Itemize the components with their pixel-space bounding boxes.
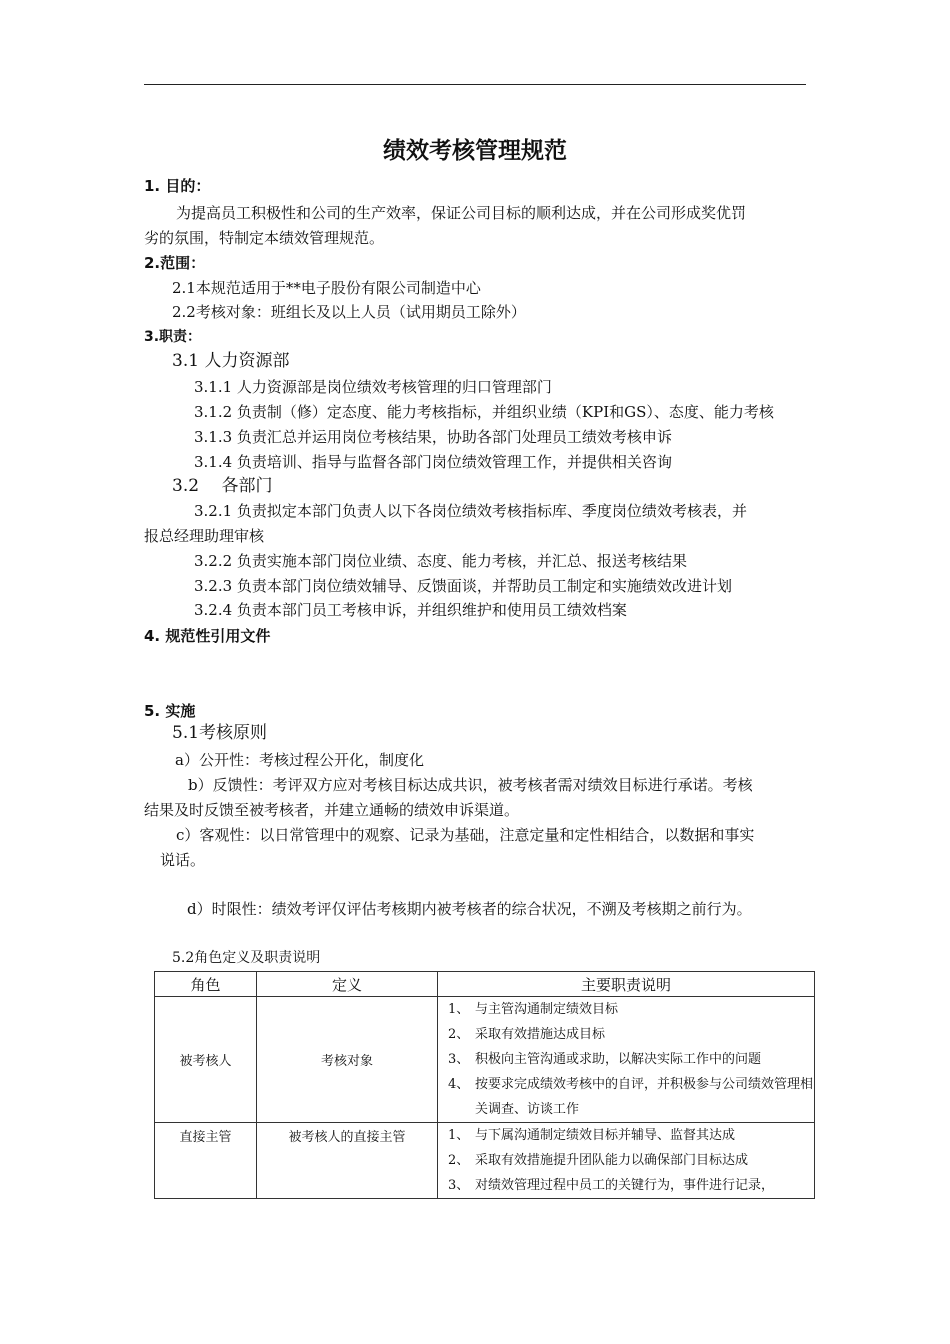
principle-c-line-2: 说话。 bbox=[160, 851, 206, 869]
principle-b-line-1: b）反馈性：考评双方应对考核目标达成共识，被考核者需对绩效目标进行承诺。考核 bbox=[188, 776, 753, 794]
duty-3-1-2: 3.1.2 负责制（修）定态度、能力考核指标，并组织业绩（KPI和GS）、态度、能力考核 bbox=[194, 403, 774, 421]
principle-d: d）时限性：绩效考评仅评估考核期内被考核者的综合状况，不溯及考核期之前行为。 bbox=[187, 900, 752, 918]
duties-cell bbox=[438, 1123, 815, 1199]
definition-cell: 被考核人的直接主管 bbox=[257, 1123, 438, 1199]
definition-cell: 考核对象 bbox=[257, 997, 438, 1123]
duty-number: 2、 bbox=[448, 1027, 470, 1042]
duty-text: 与主管沟通制定绩效目标 bbox=[475, 1002, 619, 1017]
subsection-3-2: 3.2 各部门 bbox=[172, 476, 273, 496]
duty-number: 3、 bbox=[448, 1178, 470, 1193]
subsection-5-1: 5.1考核原则 bbox=[172, 723, 268, 743]
duty-item bbox=[438, 1173, 814, 1198]
duty-number: 1、 bbox=[448, 1002, 470, 1017]
duty-item bbox=[438, 997, 814, 1022]
purpose-paragraph-line-1: 为提高员工积极性和公司的生产效率，保证公司目标的顺利达成，并在公司形成奖优罚 bbox=[176, 204, 747, 222]
scope-item-2-1: 2.1本规范适用于**电子股份有限公司制造中心 bbox=[172, 279, 481, 297]
duty-number: 1、 bbox=[448, 1128, 470, 1143]
section-3-heading: 3.职责： bbox=[144, 329, 202, 345]
duty-text: 对绩效管理过程中员工的关键行为，事件进行记录， bbox=[475, 1178, 775, 1193]
subsection-3-1: 3.1 人力资源部 bbox=[172, 351, 290, 371]
duty-3-1-1: 3.1.1 人力资源部是岗位绩效考核管理的归口管理部门 bbox=[194, 378, 552, 396]
header-definition: 定义 bbox=[257, 972, 438, 997]
duty-item bbox=[438, 1148, 814, 1173]
duty-text: 与下属沟通制定绩效目标并辅导、监督其达成 bbox=[475, 1128, 736, 1143]
duty-text: 按要求完成绩效考核中的自评，并积极参与公司绩效管理相关调查、访谈工作 bbox=[475, 1077, 814, 1117]
duty-item bbox=[438, 1047, 814, 1072]
duty-item bbox=[438, 1022, 814, 1047]
duty-number: 3、 bbox=[448, 1052, 470, 1067]
duty-3-1-4: 3.1.4 负责培训、指导与监督各部门岗位绩效管理工作，并提供相关咨询 bbox=[194, 453, 672, 471]
header-duties: 主要职责说明 bbox=[438, 972, 815, 997]
duty-3-2-4: 3.2.4 负责本部门员工考核申诉，并组织维护和使用员工绩效档案 bbox=[194, 601, 627, 619]
duty-number: 4、 bbox=[448, 1077, 470, 1092]
duty-text: 积极向主管沟通或求助，以解决实际工作中的问题 bbox=[475, 1052, 762, 1067]
table-header-row bbox=[155, 972, 815, 997]
duty-3-2-2: 3.2.2 负责实施本部门岗位业绩、态度、能力考核，并汇总、报送考核结果 bbox=[194, 552, 687, 570]
purpose-paragraph-line-2: 劣的氛围，特制定本绩效管理规范。 bbox=[144, 229, 385, 247]
duty-3-1-3: 3.1.3 负责汇总并运用岗位考核结果，协助各部门处理员工绩效考核申诉 bbox=[194, 428, 672, 446]
principle-a: a）公开性：考核过程公开化，制度化 bbox=[175, 751, 424, 769]
section-5-heading: 5. 实施 bbox=[144, 702, 196, 720]
role-cell: 被考核人 bbox=[155, 997, 257, 1123]
section-1-heading: 1. 目的： bbox=[144, 177, 211, 195]
duty-3-2-3: 3.2.3 负责本部门岗位绩效辅导、反馈面谈，并帮助员工制定和实施绩效改进计划 bbox=[194, 577, 732, 595]
duty-3-2-1-line-2: 报总经理助理审核 bbox=[144, 527, 265, 545]
principle-c-line-1: c）客观性：以日常管理中的观察、记录为基础，注意定量和定性相结合，以数据和事实 bbox=[176, 826, 755, 844]
role-cell: 直接主管 bbox=[155, 1123, 257, 1199]
header-role: 角色 bbox=[155, 972, 257, 997]
subsection-5-2: 5.2角色定义及职责说明 bbox=[172, 950, 321, 966]
roles-table bbox=[154, 971, 815, 1199]
duty-text: 采取有效措施达成目标 bbox=[475, 1027, 606, 1042]
duty-item bbox=[438, 1072, 814, 1122]
principle-b-line-2: 结果及时反馈至被考核者，并建立通畅的绩效申诉渠道。 bbox=[144, 801, 520, 819]
document-title: 绩效考核管理规范 bbox=[383, 138, 567, 164]
table-row bbox=[155, 997, 815, 1123]
scope-item-2-2: 2.2考核对象：班组长及以上人员（试用期员工除外） bbox=[172, 303, 526, 321]
header-rule bbox=[144, 84, 806, 85]
section-2-heading: 2.范围： bbox=[144, 254, 206, 272]
duty-text: 采取有效措施提升团队能力以确保部门目标达成 bbox=[475, 1153, 749, 1168]
duty-item bbox=[438, 1123, 814, 1148]
table-row bbox=[155, 1123, 815, 1199]
duty-number: 2、 bbox=[448, 1153, 470, 1168]
section-4-heading: 4. 规范性引用文件 bbox=[144, 627, 271, 645]
duty-3-2-1-line-1: 3.2.1 负责拟定本部门负责人以下各岗位绩效考核指标库、季度岗位绩效考核表，并 bbox=[194, 502, 747, 520]
duties-cell bbox=[438, 997, 815, 1123]
